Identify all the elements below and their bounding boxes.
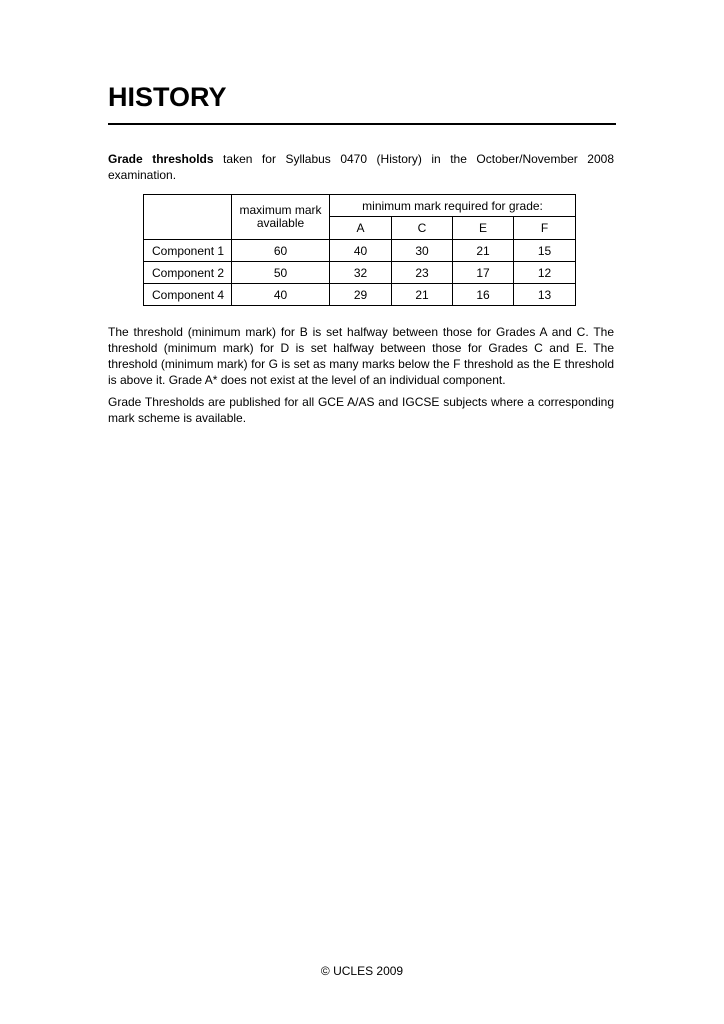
grade-cell: 40	[330, 240, 392, 262]
header-max-mark: maximum mark available	[232, 195, 330, 240]
intro-paragraph	[108, 151, 614, 183]
table-row	[144, 240, 576, 262]
grade-cell: 30	[392, 240, 453, 262]
grade-cell: 21	[392, 284, 453, 306]
max-mark-cell: 50	[232, 262, 330, 284]
copyright-footer: © UCLES 2009	[320, 964, 404, 978]
header-min-mark: minimum mark required for grade:	[330, 195, 576, 217]
publication-note-paragraph: Grade Thresholds are published for all GCE A/AS and IGCSE subjects where a corresponding mark scheme is available.	[108, 395, 614, 425]
grade-cell: 21	[453, 240, 514, 262]
max-mark-cell: 60	[232, 240, 330, 262]
intro-text: taken for Syllabus 0470 (History) in the October/November 2008 examination.	[108, 152, 614, 182]
table-row	[144, 284, 576, 306]
max-mark-cell: 40	[232, 284, 330, 306]
row-label: Component 2	[144, 262, 232, 284]
row-label: Component 4	[144, 284, 232, 306]
table-row	[144, 262, 576, 284]
threshold-explanation-paragraph: The threshold (minimum mark) for B is set halfway between those for Grades A and C. The threshold (minimum mark) for D is set halfway between those for Grades C and E. The threshold (minimum mark) for G is set as many marks below the F threshold as the E threshold is above it. Grade A* does not exist at the level of an individual component.	[108, 325, 614, 387]
grade-cell: 32	[330, 262, 392, 284]
intro-bold-label: Grade thresholds	[108, 152, 214, 166]
grade-cell: 17	[453, 262, 514, 284]
title-underline	[108, 123, 616, 125]
grade-header: A	[330, 217, 392, 240]
grade-cell: 15	[514, 240, 576, 262]
row-label: Component 1	[144, 240, 232, 262]
grade-cell: 29	[330, 284, 392, 306]
grade-header: C	[392, 217, 453, 240]
grade-thresholds-table	[143, 194, 576, 306]
page-title: HISTORY	[108, 82, 227, 112]
grade-header: E	[453, 217, 514, 240]
grade-header: F	[514, 217, 576, 240]
grade-cell: 13	[514, 284, 576, 306]
grade-cell: 12	[514, 262, 576, 284]
grade-cell: 23	[392, 262, 453, 284]
grade-cell: 16	[453, 284, 514, 306]
table-corner-cell	[144, 195, 232, 240]
